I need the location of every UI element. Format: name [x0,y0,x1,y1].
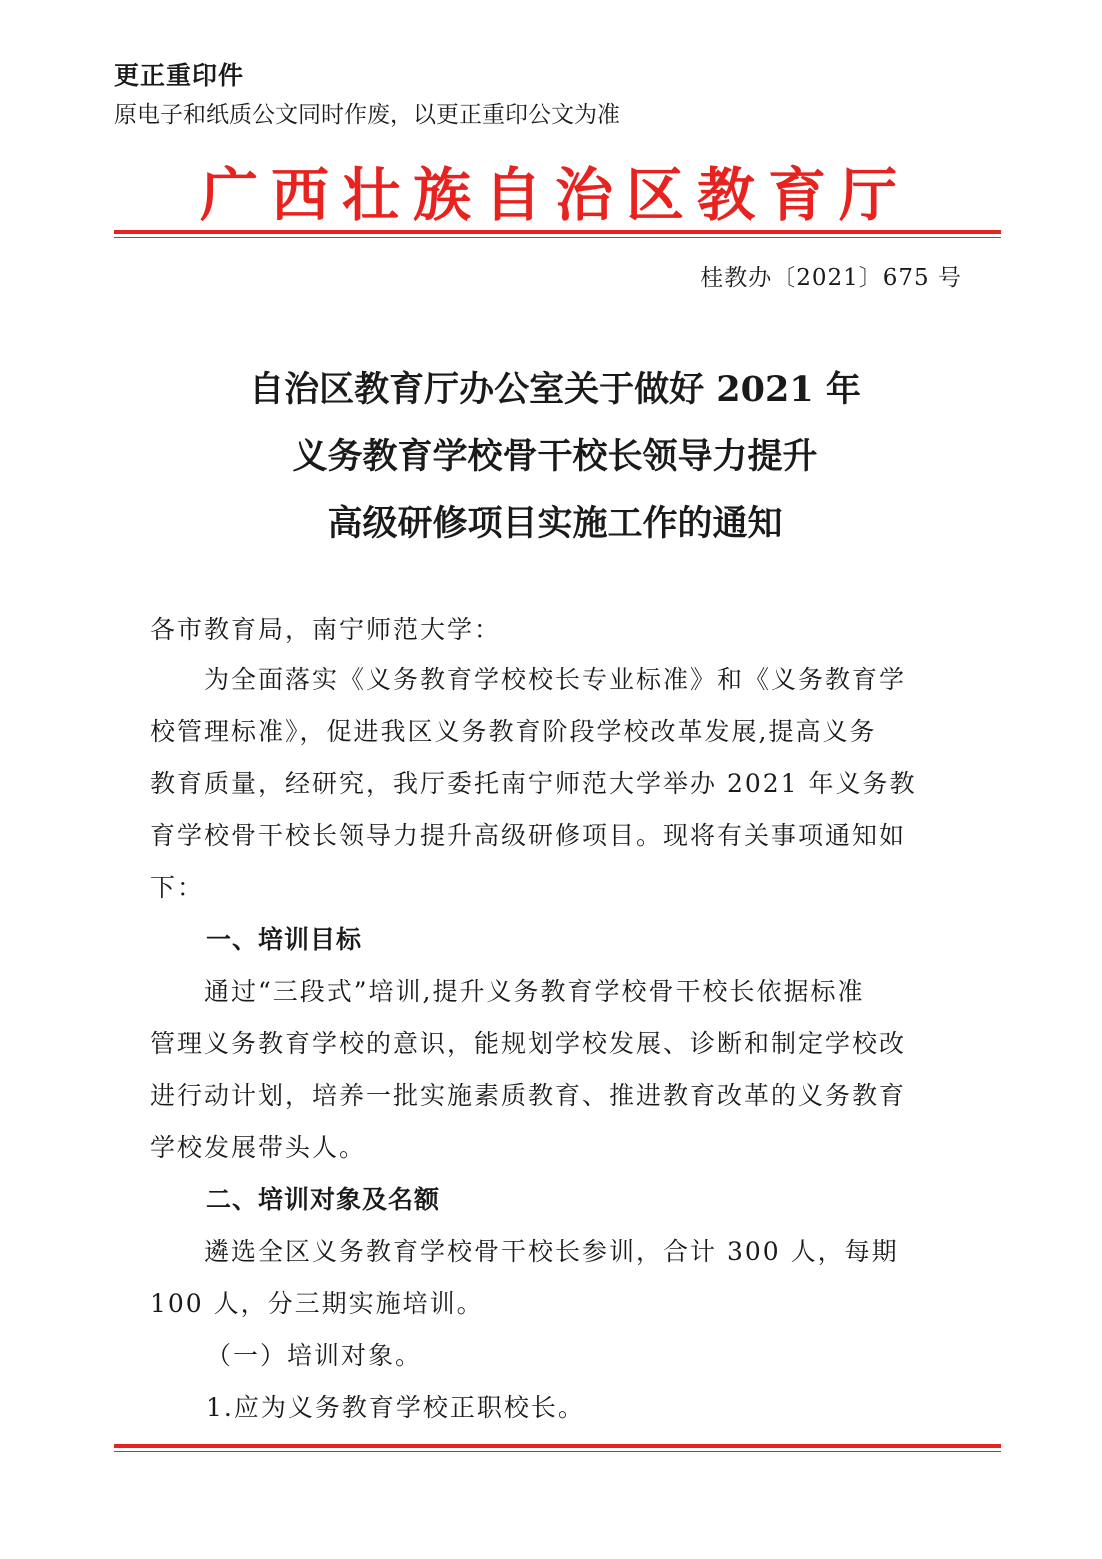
intro-line: 教育质量，经研究，我厅委托南宁师范大学举办 2021 年义务教 [150,769,917,798]
section1-line: 管理义务教育学校的意识，能规划学校发展、诊断和制定学校改 [150,1029,907,1058]
intro-line: 育学校骨干校长领导力提升高级研修项目。现将有关事项通知如 [150,821,907,850]
section2-line: 遴选全区义务教育学校骨干校长参训，合计 300 人，每期 [150,1237,899,1266]
section1-line: 进行动计划，培养一批实施素质教育、推进教育改革的义务教育 [150,1081,907,1110]
intro-line: 校管理标准》，促进我区义务教育阶段学校改革发展,提高义务 [150,717,877,746]
header-red-rule [114,230,1001,238]
subsection-heading: （一）培训对象。 [206,1341,423,1370]
section1-line: 通过“三段式”培训,提升义务教育学校骨干校长依据标准 [150,977,865,1006]
section1-line: 学校发展带头人。 [150,1133,367,1162]
list-item: 1.应为义务教育学校正职校长。 [206,1393,585,1422]
issuer-name: 广西壮族自治区教育厅 [199,161,910,229]
intro-line: 为全面落实《义务教育学校校长专业标准》和《义务教育学 [150,665,907,694]
reprint-title: 更正重印件 [114,61,245,90]
title-line-3: 高级研修项目实施工作的通知 [327,503,783,544]
section-heading-goals: 一、培训目标 [206,925,363,954]
reprint-note: 原电子和纸质公文同时作废，以更正重印公文为准 [114,102,620,128]
document-number: 桂教办〔2021〕675 号 [700,265,962,291]
intro-line: 下： [150,873,205,902]
title-line-2: 义务教育学校骨干校长领导力提升 [292,436,818,477]
addressee: 各市教育局，南宁师范大学： [150,615,502,644]
footer-red-rule [114,1444,1001,1452]
title-line-1: 自治区教育厅办公室关于做好 2021 年 [249,369,861,410]
section2-line: 100 人，分三期实施培训。 [150,1289,484,1318]
section-heading-participants: 二、培训对象及名额 [206,1185,441,1214]
